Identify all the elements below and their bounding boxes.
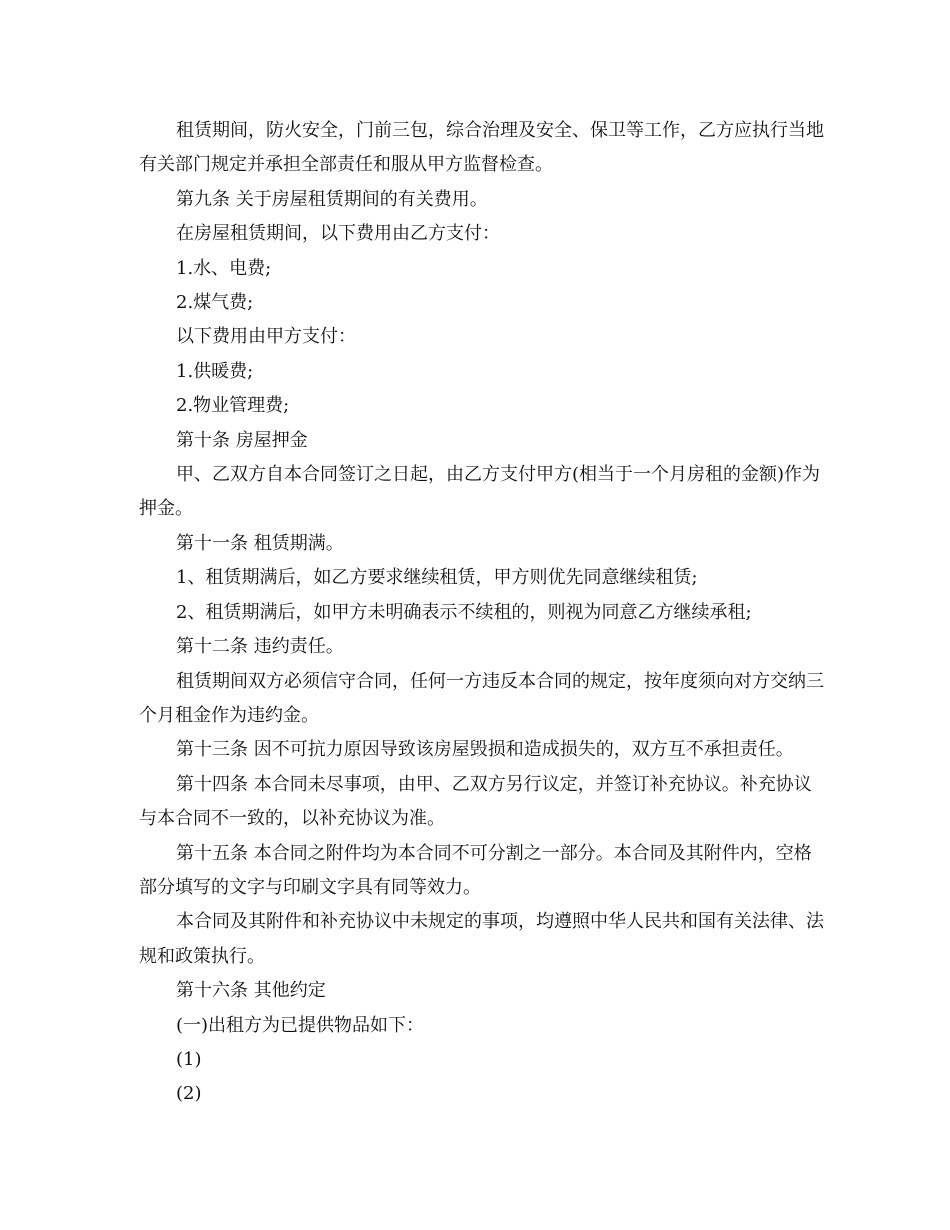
article-13-force-majeure: 第十三条 因不可抗力原因导致该房屋毁损和造成损失的，双方互不承担责任。 — [176, 739, 794, 761]
article-15-attachments: 第十五条 本合同之附件均为本合同不可分割之一部分。本合同及其附件内，空格部分填写的文字与印刷文字具有同等效力。 — [139, 842, 812, 898]
list-item-blank-2: (2) — [176, 1083, 202, 1105]
paragraph-tenant-fees: 在房屋租赁期间，以下费用由乙方支付： — [176, 223, 500, 245]
list-item-gas: 2.煤气费; — [176, 292, 254, 314]
paragraph-landlord-fees: 以下费用由甲方支付： — [176, 326, 356, 348]
document-body — [139, 114, 829, 1112]
paragraph-items-provided: (一)出租方为已提供物品如下： — [176, 1014, 425, 1036]
list-item-renewal-1: 1、租赁期满后，如乙方要求继续租赁，甲方则优先同意继续租赁; — [176, 567, 698, 589]
list-item-blank-1: (1) — [176, 1048, 202, 1070]
article-9-heading: 第九条 关于房屋租赁期间的有关费用。 — [176, 188, 488, 210]
article-16-heading: 第十六条 其他约定 — [176, 980, 326, 1002]
article-10-heading: 第十条 房屋押金 — [176, 429, 308, 451]
list-item-renewal-2: 2、租赁期满后，如甲方未明确表示不续租的，则视为同意乙方继续承租; — [176, 601, 752, 623]
article-14-supplementary: 第十四条 本合同未尽事项，由甲、乙双方另行议定，并签订补充协议。补充协议与本合同不一致的，以补充协议为准。 — [139, 773, 812, 830]
list-item-property-management: 2.物业管理费; — [176, 395, 290, 417]
list-item-heating: 1.供暖费; — [176, 360, 254, 382]
article-11-heading: 第十一条 租赁期满。 — [176, 532, 344, 554]
paragraph-fire-safety: 租赁期间，防火安全，门前三包，综合治理及安全、保卫等工作，乙方应执行当地有关部门规定并承担全部责任和服从甲方监督检查。 — [139, 120, 824, 176]
article-12-heading: 第十二条 违约责任。 — [176, 636, 344, 658]
paragraph-applicable-law: 本合同及其附件和补充协议中未规定的事项，均遵照中华人民共和国有关法律、法规和政策执行。 — [139, 911, 824, 967]
list-item-water-electricity: 1.水、电费; — [176, 257, 272, 279]
paragraph-deposit: 甲、乙双方自本合同签订之日起，由乙方支付甲方(相当于一个月房租的金额)作为押金。 — [139, 464, 821, 520]
paragraph-breach: 租赁期间双方必须信守合同，任何一方违反本合同的规定，按年度须向对方交纳三个月租金作为违约金。 — [139, 670, 824, 726]
